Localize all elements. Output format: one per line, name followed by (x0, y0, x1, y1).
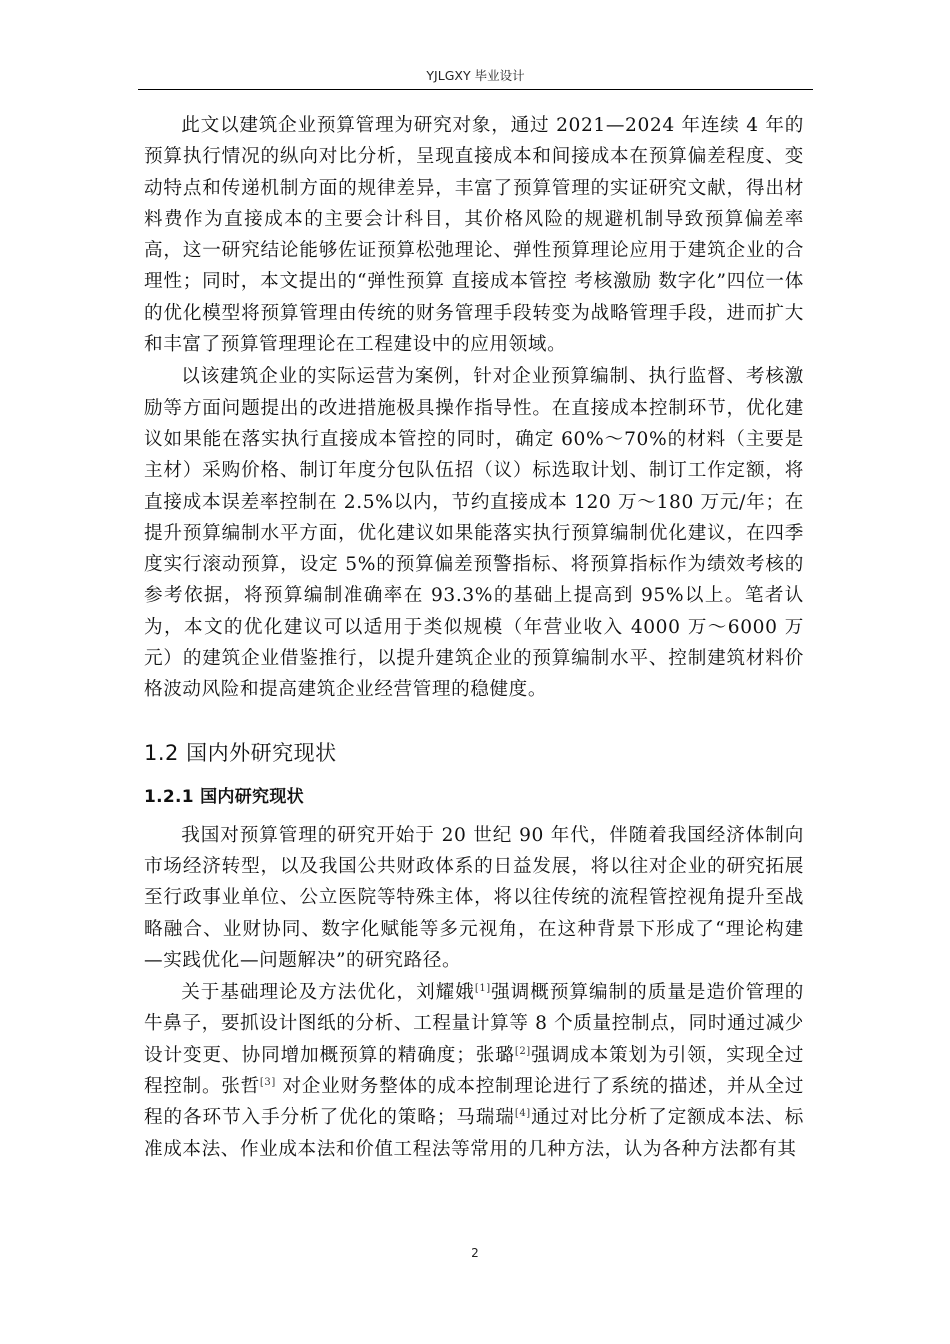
citation-ref-2: [2] (514, 1045, 531, 1057)
running-header: YJLGXY 毕业设计 (426, 68, 525, 83)
paragraph-research-significance: 此文以建筑企业预算管理为研究对象，通过 2021—2024 年连续 4 年的预算执行情况的纵向对比分析，呈现直接成本和间接成本在预算偏差程度、变动特点和传递机制方面的规律差异，丰富了预算管理的实证研究文献，得出材料费作为直接成本的主要会计科目，其价格风险的规避机制导致预算偏差率高，这一研究结论能够佐证预算松弛理论、弹性预算理论应用于建筑企业的合理性；同时，本文提出的“弹性预算 直接成本管控 考核激励 数字化”四位一体的优化模型将预算管理由传统的财务管理手段转变为战略管理手段，进而扩大和丰富了预算管理理论在工程建设中的应用领域。 (144, 115, 804, 356)
text-segment: 通过对比分析了定额成本法、标准成本法、作业成本法和价值工程法等常用的几种方法，认为各种方法都有其 (144, 1107, 805, 1160)
subsection-heading: 1.2.1 国内研究现状 (144, 786, 304, 807)
citation-ref-3: [3] (259, 1076, 276, 1088)
page-number: 2 (471, 1246, 479, 1260)
paragraph-literature-review (144, 977, 804, 1165)
text-segment: 强调概预算编制的质量是造价管理的牛鼻子，要抓设计图纸的分析、工程量计算等 8 个质量控制点，同时通过减少设计变更、协同增加概预算的精确度；张璐 (144, 982, 804, 1066)
section-heading: 1.2 国内外研究现状 (144, 740, 337, 765)
text-segment: 对企业财务整体的成本控制理论进行了系统的描述，并从全过程的各环节入手分析了优化的策略；马瑞瑞 (144, 1076, 804, 1129)
citation-ref-1: [1] (474, 982, 491, 994)
document-body (144, 110, 804, 1165)
text-segment: 强调成本策划为引领，实现全过程控制。张哲 (144, 1044, 805, 1098)
header-rule (138, 89, 813, 90)
paragraph-domestic-overview: 我国对预算管理的研究开始于 20 世纪 90 年代，伴随着我国经济体制向市场经济转型，以及我国公共财政体系的日益发展，将以往对企业的研究拓展至行政事业单位、公立医院等特殊主体，将以往传统的流程管控视角提升至战略融合、业财协同、数字化赋能等多元视角，在这种背景下形成了“理论构建—实践优化—问题解决”的研究路径。 (144, 824, 804, 971)
citation-ref-4: [4] (514, 1108, 531, 1120)
paragraph-practical-significance: 以该建筑企业的实际运营为案例，针对企业预算编制、执行监督、考核激励等方面问题提出的改进措施极具操作指导性。在直接成本控制环节，优化建议如果能在落实执行直接成本管控的同时，确定 60%～70%的材料（主要是主材）采购价格、制订年度分包队伍招（议）标选取计划、制订工作定额，将直接成本误差率控制在 2.5%以内，节约直接成本 120 万～180 万元/年；在提升预算编制水平方面，优化建议如果能落实执行预算编制优化建议，在四季度实行滚动预算，设定 5%的预算偏差预警指标、将预算指标作为绩效考核的参考依据，将预算编制准确率在 93.3%的基础上提高到 95%以上。笔者认为，本文的优化建议可以适用于类似规模（年营业收入 4000 万～6000 万元）的建筑企业借鉴推行，以提升建筑企业的预算编制水平、控制建筑材料价格波动风险和提高建筑企业经营管理的稳健度。 (144, 366, 804, 701)
text-segment: 关于基础理论及方法优化，刘耀娥 (181, 982, 475, 1004)
